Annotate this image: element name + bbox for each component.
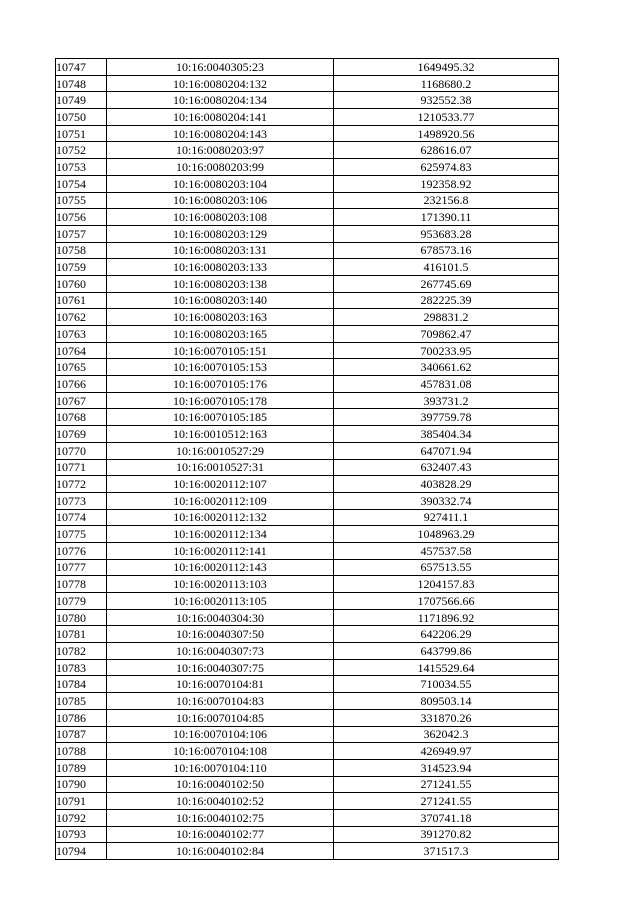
cadastral-number-cell: 10:16:0080203:131 xyxy=(107,242,334,259)
table-row xyxy=(56,793,559,810)
cadastral-number-cell: 10:16:0070104:85 xyxy=(107,709,334,726)
amount-cell: 314523.94 xyxy=(334,759,559,776)
cadastral-number-cell: 10:16:0010512:163 xyxy=(107,426,334,443)
table-body xyxy=(56,59,559,860)
table-row xyxy=(56,426,559,443)
table-row xyxy=(56,442,559,459)
amount-cell: 370741.18 xyxy=(334,809,559,826)
cadastral-number-cell: 10:16:0020112:134 xyxy=(107,526,334,543)
table-row xyxy=(56,292,559,309)
cadastral-number-cell: 10:16:0080203:133 xyxy=(107,259,334,276)
row-number-cell: 10778 xyxy=(56,576,107,593)
amount-cell: 362042.3 xyxy=(334,726,559,743)
table-row xyxy=(56,242,559,259)
amount-cell: 647071.94 xyxy=(334,442,559,459)
table-row xyxy=(56,142,559,159)
cadastral-number-cell: 10:16:0040102:77 xyxy=(107,826,334,843)
amount-cell: 282225.39 xyxy=(334,292,559,309)
row-number-cell: 10772 xyxy=(56,476,107,493)
table-row xyxy=(56,626,559,643)
table-row xyxy=(56,726,559,743)
amount-cell: 709862.47 xyxy=(334,326,559,343)
cadastral-number-cell: 10:16:0040102:75 xyxy=(107,809,334,826)
cadastral-number-cell: 10:16:0070104:110 xyxy=(107,759,334,776)
table-row xyxy=(56,759,559,776)
cadastral-number-cell: 10:16:0070105:153 xyxy=(107,359,334,376)
row-number-cell: 10786 xyxy=(56,709,107,726)
cadastral-number-cell: 10:16:0040102:52 xyxy=(107,793,334,810)
table-row xyxy=(56,509,559,526)
cadastral-number-cell: 10:16:0020113:105 xyxy=(107,593,334,610)
row-number-cell: 10761 xyxy=(56,292,107,309)
row-number-cell: 10751 xyxy=(56,125,107,142)
row-number-cell: 10757 xyxy=(56,225,107,242)
amount-cell: 1649495.32 xyxy=(334,59,559,76)
row-number-cell: 10763 xyxy=(56,326,107,343)
row-number-cell: 10773 xyxy=(56,492,107,509)
row-number-cell: 10777 xyxy=(56,559,107,576)
table-row xyxy=(56,542,559,559)
table-row xyxy=(56,259,559,276)
amount-cell: 1707566.66 xyxy=(334,593,559,610)
table-row xyxy=(56,492,559,509)
amount-cell: 393731.2 xyxy=(334,392,559,409)
row-number-cell: 10754 xyxy=(56,175,107,192)
row-number-cell: 10779 xyxy=(56,593,107,610)
amount-cell: 657513.55 xyxy=(334,559,559,576)
cadastral-number-cell: 10:16:0080204:143 xyxy=(107,125,334,142)
row-number-cell: 10767 xyxy=(56,392,107,409)
row-number-cell: 10749 xyxy=(56,92,107,109)
table-row xyxy=(56,843,559,860)
amount-cell: 340661.62 xyxy=(334,359,559,376)
amount-cell: 643799.86 xyxy=(334,643,559,660)
amount-cell: 927411.1 xyxy=(334,509,559,526)
cadastral-number-cell: 10:16:0080203:138 xyxy=(107,275,334,292)
table-row xyxy=(56,459,559,476)
amount-cell: 1415529.64 xyxy=(334,659,559,676)
row-number-cell: 10790 xyxy=(56,776,107,793)
amount-cell: 390332.74 xyxy=(334,492,559,509)
table-row xyxy=(56,309,559,326)
cadastral-number-cell: 10:16:0080203:140 xyxy=(107,292,334,309)
amount-cell: 1204157.83 xyxy=(334,576,559,593)
row-number-cell: 10794 xyxy=(56,843,107,860)
cadastral-number-cell: 10:16:0080204:141 xyxy=(107,109,334,126)
cadastral-number-cell: 10:16:0070105:178 xyxy=(107,392,334,409)
amount-cell: 426949.97 xyxy=(334,743,559,760)
amount-cell: 416101.5 xyxy=(334,259,559,276)
amount-cell: 700233.95 xyxy=(334,342,559,359)
table-row xyxy=(56,709,559,726)
cadastral-number-cell: 10:16:0040304:30 xyxy=(107,609,334,626)
row-number-cell: 10768 xyxy=(56,409,107,426)
row-number-cell: 10785 xyxy=(56,693,107,710)
row-number-cell: 10776 xyxy=(56,542,107,559)
amount-cell: 391270.82 xyxy=(334,826,559,843)
amount-cell: 232156.8 xyxy=(334,192,559,209)
cadastral-number-cell: 10:16:0080204:132 xyxy=(107,75,334,92)
row-number-cell: 10758 xyxy=(56,242,107,259)
amount-cell: 403828.29 xyxy=(334,476,559,493)
cadastral-number-cell: 10:16:0080203:163 xyxy=(107,309,334,326)
table-row xyxy=(56,376,559,393)
table-row xyxy=(56,92,559,109)
amount-cell: 171390.11 xyxy=(334,209,559,226)
table-row xyxy=(56,342,559,359)
row-number-cell: 10747 xyxy=(56,59,107,76)
row-number-cell: 10770 xyxy=(56,442,107,459)
cadastral-number-cell: 10:16:0070104:81 xyxy=(107,676,334,693)
amount-cell: 267745.69 xyxy=(334,275,559,292)
cadastral-number-cell: 10:16:0040305:23 xyxy=(107,59,334,76)
amount-cell: 397759.78 xyxy=(334,409,559,426)
amount-cell: 385404.34 xyxy=(334,426,559,443)
table-row xyxy=(56,175,559,192)
row-number-cell: 10775 xyxy=(56,526,107,543)
table-row xyxy=(56,593,559,610)
table-row xyxy=(56,109,559,126)
amount-cell: 457537.58 xyxy=(334,542,559,559)
table-row xyxy=(56,225,559,242)
row-number-cell: 10752 xyxy=(56,142,107,159)
cadastral-number-cell: 10:16:0010527:29 xyxy=(107,442,334,459)
amount-cell: 932552.38 xyxy=(334,92,559,109)
cadastral-number-cell: 10:16:0040102:50 xyxy=(107,776,334,793)
row-number-cell: 10766 xyxy=(56,376,107,393)
cadastral-number-cell: 10:16:0080203:165 xyxy=(107,326,334,343)
row-number-cell: 10759 xyxy=(56,259,107,276)
amount-cell: 192358.92 xyxy=(334,175,559,192)
cadastral-number-cell: 10:16:0080203:129 xyxy=(107,225,334,242)
table-row xyxy=(56,559,559,576)
document-page xyxy=(55,58,558,860)
row-number-cell: 10753 xyxy=(56,159,107,176)
amount-cell: 1168680.2 xyxy=(334,75,559,92)
cadastral-number-cell: 10:16:0080203:108 xyxy=(107,209,334,226)
table-row xyxy=(56,609,559,626)
cadastral-number-cell: 10:16:0080203:104 xyxy=(107,175,334,192)
row-number-cell: 10784 xyxy=(56,676,107,693)
amount-cell: 642206.29 xyxy=(334,626,559,643)
cadastral-number-cell: 10:16:0080203:106 xyxy=(107,192,334,209)
amount-cell: 809503.14 xyxy=(334,693,559,710)
cadastral-number-cell: 10:16:0080203:99 xyxy=(107,159,334,176)
amount-cell: 678573.16 xyxy=(334,242,559,259)
cadastral-number-cell: 10:16:0070104:106 xyxy=(107,726,334,743)
row-number-cell: 10771 xyxy=(56,459,107,476)
amount-cell: 710034.55 xyxy=(334,676,559,693)
table-row xyxy=(56,192,559,209)
cadastral-number-cell: 10:16:0070104:108 xyxy=(107,743,334,760)
table-row xyxy=(56,409,559,426)
row-number-cell: 10750 xyxy=(56,109,107,126)
table-row xyxy=(56,809,559,826)
amount-cell: 632407.43 xyxy=(334,459,559,476)
row-number-cell: 10789 xyxy=(56,759,107,776)
cadastral-number-cell: 10:16:0040307:75 xyxy=(107,659,334,676)
amount-cell: 271241.55 xyxy=(334,793,559,810)
row-number-cell: 10760 xyxy=(56,275,107,292)
row-number-cell: 10780 xyxy=(56,609,107,626)
row-number-cell: 10782 xyxy=(56,643,107,660)
cadastral-number-cell: 10:16:0070105:151 xyxy=(107,342,334,359)
amount-cell: 371517.3 xyxy=(334,843,559,860)
amount-cell: 1210533.77 xyxy=(334,109,559,126)
row-number-cell: 10792 xyxy=(56,809,107,826)
table-row xyxy=(56,643,559,660)
row-number-cell: 10756 xyxy=(56,209,107,226)
cadastral-number-cell: 10:16:0070104:83 xyxy=(107,693,334,710)
cadastral-number-cell: 10:16:0070105:185 xyxy=(107,409,334,426)
table-row xyxy=(56,392,559,409)
cadastral-number-cell: 10:16:0040102:84 xyxy=(107,843,334,860)
amount-cell: 331870.26 xyxy=(334,709,559,726)
table-row xyxy=(56,576,559,593)
cadastral-number-cell: 10:16:0020112:132 xyxy=(107,509,334,526)
table-row xyxy=(56,676,559,693)
cadastral-number-cell: 10:16:0040307:50 xyxy=(107,626,334,643)
table-row xyxy=(56,693,559,710)
row-number-cell: 10769 xyxy=(56,426,107,443)
cadastral-number-cell: 10:16:0020112:107 xyxy=(107,476,334,493)
table-row xyxy=(56,275,559,292)
amount-cell: 1498920.56 xyxy=(334,125,559,142)
table-row xyxy=(56,326,559,343)
amount-cell: 1171896.92 xyxy=(334,609,559,626)
table-row xyxy=(56,359,559,376)
amount-cell: 457831.08 xyxy=(334,376,559,393)
row-number-cell: 10764 xyxy=(56,342,107,359)
table-row xyxy=(56,659,559,676)
cadastral-number-cell: 10:16:0070105:176 xyxy=(107,376,334,393)
row-number-cell: 10748 xyxy=(56,75,107,92)
cadastral-number-cell: 10:16:0080203:97 xyxy=(107,142,334,159)
table-row xyxy=(56,159,559,176)
cadastral-number-cell: 10:16:0080204:134 xyxy=(107,92,334,109)
table-row xyxy=(56,743,559,760)
cadastral-number-cell: 10:16:0020112:109 xyxy=(107,492,334,509)
table-row xyxy=(56,59,559,76)
row-number-cell: 10765 xyxy=(56,359,107,376)
amount-cell: 298831.2 xyxy=(334,309,559,326)
table-row xyxy=(56,209,559,226)
cadastral-value-table xyxy=(55,58,559,860)
table-row xyxy=(56,826,559,843)
cadastral-number-cell: 10:16:0040307:73 xyxy=(107,643,334,660)
table-row xyxy=(56,526,559,543)
amount-cell: 625974.83 xyxy=(334,159,559,176)
amount-cell: 1048963.29 xyxy=(334,526,559,543)
row-number-cell: 10755 xyxy=(56,192,107,209)
amount-cell: 953683.28 xyxy=(334,225,559,242)
row-number-cell: 10781 xyxy=(56,626,107,643)
row-number-cell: 10783 xyxy=(56,659,107,676)
table-row xyxy=(56,476,559,493)
amount-cell: 271241.55 xyxy=(334,776,559,793)
row-number-cell: 10762 xyxy=(56,309,107,326)
row-number-cell: 10788 xyxy=(56,743,107,760)
cadastral-number-cell: 10:16:0020112:143 xyxy=(107,559,334,576)
cadastral-number-cell: 10:16:0020112:141 xyxy=(107,542,334,559)
row-number-cell: 10791 xyxy=(56,793,107,810)
cadastral-number-cell: 10:16:0010527:31 xyxy=(107,459,334,476)
table-row xyxy=(56,125,559,142)
row-number-cell: 10774 xyxy=(56,509,107,526)
amount-cell: 628616.07 xyxy=(334,142,559,159)
row-number-cell: 10793 xyxy=(56,826,107,843)
table-row xyxy=(56,75,559,92)
cadastral-number-cell: 10:16:0020113:103 xyxy=(107,576,334,593)
table-row xyxy=(56,776,559,793)
row-number-cell: 10787 xyxy=(56,726,107,743)
